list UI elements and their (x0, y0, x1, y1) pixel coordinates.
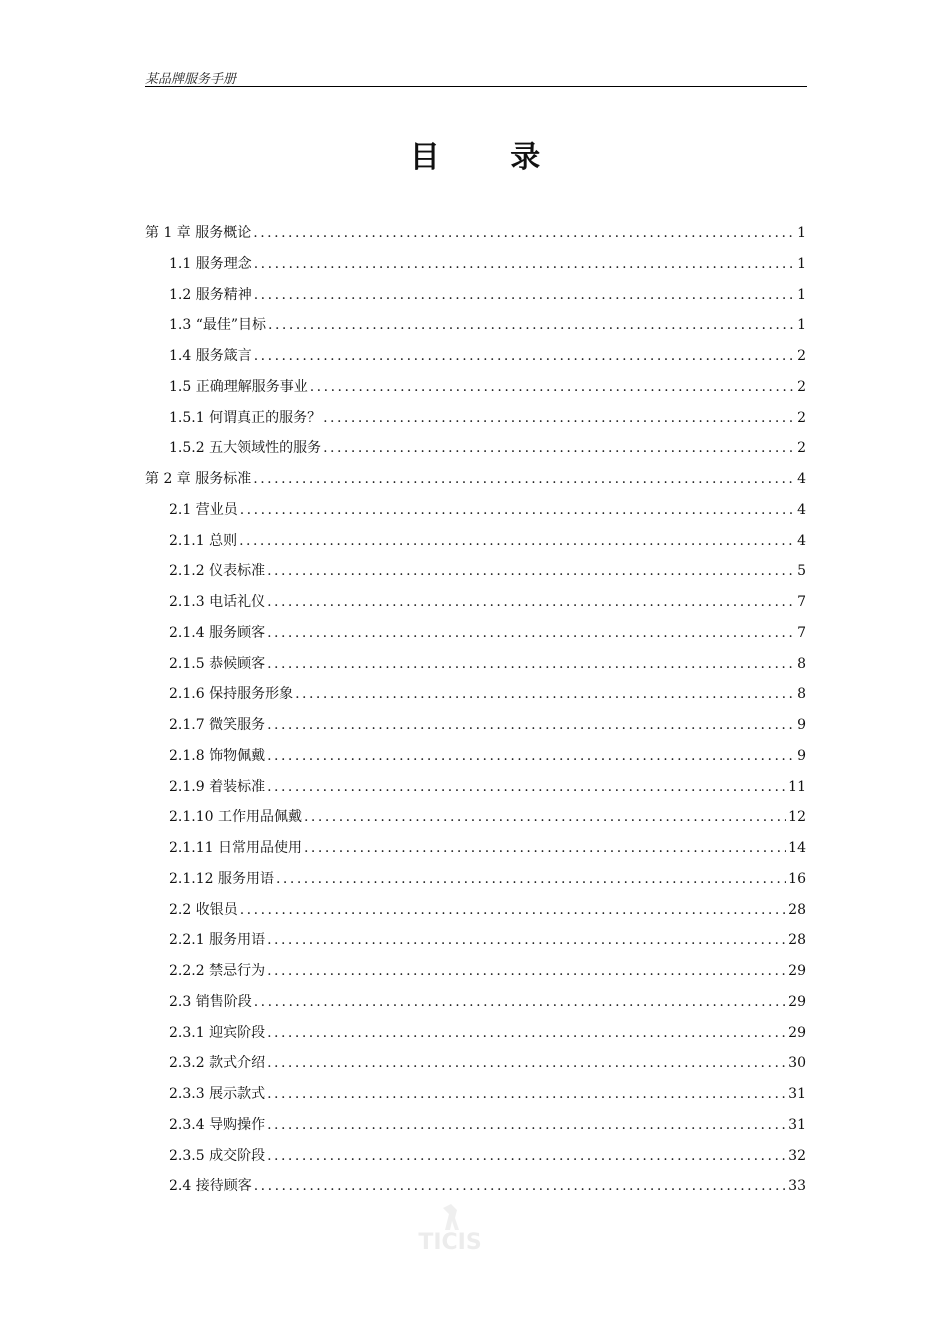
toc-dot-leader (267, 963, 786, 979)
header-title: 某品牌服务手册 (145, 72, 237, 87)
toc-entry-label: 1.5.2 五大领域性的服务 (169, 440, 322, 457)
toc-entry[interactable] (145, 407, 806, 438)
toc-entry-label: 2.1.7 微笑服务 (169, 717, 266, 733)
toc-entry-page-number: 2 (797, 348, 806, 364)
toc-dot-leader (267, 563, 795, 579)
toc-entry-label: 2.1.12 服务用语 (169, 870, 274, 887)
page-header (145, 66, 807, 87)
toc-entry-label: 2.1.2 仪表标准 (169, 563, 266, 580)
toc-dot-leader (295, 686, 795, 702)
toc-entry-page-number: 4 (797, 501, 806, 518)
toc-entry[interactable] (145, 622, 806, 653)
toc-dot-leader (267, 594, 795, 610)
toc-entry-label: 2.3.5 成交阶段 (169, 1147, 266, 1164)
toc-entry-page-number: 30 (788, 1055, 806, 1072)
toc-entry[interactable] (145, 376, 806, 407)
toc-entry-label: 第 2 章 服务标准 (145, 471, 252, 487)
toc-entry-page-number: 5 (797, 563, 806, 580)
toc-entry[interactable] (145, 776, 806, 807)
toc-entry-label: 2.3 销售阶段 (169, 993, 252, 1010)
toc-entry-label: 1.3 “最佳”目标 (169, 317, 267, 334)
toc-entry-page-number: 2 (797, 409, 806, 426)
page-title: 目 录 (409, 140, 571, 175)
toc-entry-page-number: 7 (797, 624, 806, 641)
toc-entry[interactable] (145, 960, 806, 991)
toc-entry-page-number: 28 (788, 932, 806, 949)
toc-entry-page-number: 4 (797, 471, 806, 487)
toc-entry[interactable] (145, 1114, 806, 1145)
toc-dot-leader (267, 932, 786, 948)
toc-entry-label: 1.4 服务箴言 (169, 348, 252, 364)
toc-dot-leader (254, 348, 795, 364)
toc-entry[interactable] (145, 1083, 806, 1114)
toc-dot-leader (267, 1086, 786, 1102)
toc-dot-leader (253, 471, 795, 487)
toc-entry[interactable] (145, 437, 806, 468)
toc-entry-page-number: 16 (788, 870, 806, 887)
toc-entry-label: 2.1 营业员 (169, 501, 238, 518)
toc-entry[interactable] (145, 591, 806, 622)
toc-dot-leader (254, 1178, 786, 1194)
toc-entry-label: 1.2 服务精神 (169, 286, 252, 303)
toc-entry-label: 2.1.10 工作用品佩戴 (169, 809, 302, 826)
toc-entry-page-number: 1 (797, 317, 806, 334)
toc-entry-page-number: 12 (788, 809, 806, 826)
toc-entry-label: 2.3.1 迎宾阶段 (169, 1024, 266, 1041)
toc-dot-leader (304, 840, 786, 856)
toc-entry[interactable] (145, 345, 806, 376)
toc-entry[interactable] (145, 868, 806, 899)
toc-entry[interactable] (145, 806, 806, 837)
toc-dot-leader (268, 317, 795, 333)
toc-entry[interactable] (145, 837, 806, 868)
toc-entry-page-number: 4 (797, 532, 806, 549)
toc-entry-label: 2.2.1 服务用语 (169, 932, 266, 949)
toc-entry-page-number: 31 (788, 1086, 806, 1102)
toc-entry-label: 第 1 章 服务概论 (145, 225, 252, 241)
toc-dot-leader (254, 287, 795, 303)
toc-entry-label: 2.1.8 饰物佩戴 (169, 747, 266, 764)
toc-entry-label: 2.3.2 款式介绍 (169, 1055, 266, 1072)
toc-entry-label: 2.1.9 着装标准 (169, 778, 266, 795)
toc-entry-page-number: 32 (788, 1147, 806, 1164)
toc-entry[interactable] (145, 1052, 806, 1083)
toc-entry[interactable] (145, 899, 806, 930)
toc-entry-label: 1.5 正确理解服务事业 (169, 378, 308, 395)
toc-entry-page-number: 31 (788, 1116, 806, 1133)
toc-dot-leader (304, 809, 786, 825)
toc-dot-leader (267, 1117, 786, 1133)
toc-entry[interactable] (145, 929, 806, 960)
toc-entry-page-number: 1 (797, 286, 806, 303)
toc-entry-page-number: 29 (788, 1024, 806, 1041)
toc-dot-leader (267, 1055, 786, 1071)
toc-entry-label: 2.1.5 恭候顾客 (169, 655, 266, 672)
toc-entry[interactable] (145, 1145, 806, 1176)
toc-entry-page-number: 14 (788, 840, 806, 856)
toc-dot-leader (310, 379, 795, 395)
toc-entry[interactable] (145, 991, 806, 1022)
toc-entry-label: 2.4 接待顾客 (169, 1178, 252, 1195)
toc-dot-leader (267, 779, 786, 795)
toc-entry[interactable] (145, 253, 806, 284)
toc-entry-page-number: 9 (797, 747, 806, 764)
toc-dot-leader (267, 625, 795, 641)
toc-dot-leader (267, 717, 795, 733)
toc-dot-leader (254, 256, 795, 272)
watermark-text: TICIS (418, 1230, 482, 1255)
toc-entry[interactable] (145, 560, 806, 591)
toc-entry-page-number: 1 (797, 225, 806, 241)
toc-entry-label: 2.1.1 总则 (169, 532, 238, 549)
toc-entry-page-number: 33 (788, 1178, 806, 1195)
toc-dot-leader (323, 440, 795, 456)
toc-dot-leader (323, 410, 795, 426)
toc-dot-leader (267, 748, 795, 764)
toc-entry[interactable] (145, 745, 806, 776)
toc-entry-label: 2.3.3 展示款式 (169, 1086, 266, 1102)
toc-entry[interactable] (145, 653, 806, 684)
toc-entry-page-number: 2 (797, 378, 806, 395)
toc-dot-leader (239, 533, 795, 549)
toc-entry-page-number: 11 (788, 778, 806, 795)
toc-entry[interactable] (145, 222, 806, 253)
toc-entry-page-number: 8 (797, 686, 806, 703)
toc-dot-leader (253, 225, 795, 241)
toc-entry[interactable] (145, 683, 806, 714)
toc-entry-label: 2.1.6 保持服务形象 (169, 686, 294, 703)
toc-entry-label: 2.3.4 导购操作 (169, 1116, 266, 1133)
toc-entry-page-number: 1 (797, 255, 806, 272)
toc-dot-leader (267, 656, 795, 672)
table-of-contents (145, 222, 806, 1206)
toc-entry[interactable] (145, 499, 806, 530)
toc-entry-label: 2.2.2 禁忌行为 (169, 963, 266, 979)
toc-entry-page-number: 9 (797, 717, 806, 733)
toc-entry-label: 1.1 服务理念 (169, 255, 252, 272)
toc-dot-leader (276, 871, 786, 887)
toc-entry-page-number: 2 (797, 440, 806, 457)
toc-dot-leader (267, 1025, 786, 1041)
toc-entry-page-number: 28 (788, 901, 806, 918)
watermark-logo (405, 1200, 495, 1275)
toc-entry[interactable] (145, 714, 806, 745)
toc-entry-page-number: 29 (788, 993, 806, 1010)
toc-entry-label: 2.1.11 日常用品使用 (169, 840, 302, 856)
toc-entry-label: 2.1.3 电话礼仪 (169, 594, 266, 610)
toc-dot-leader (254, 994, 786, 1010)
toc-entry[interactable] (145, 314, 806, 345)
toc-dot-leader (240, 502, 795, 518)
toc-dot-leader (240, 902, 786, 918)
toc-entry-page-number: 7 (797, 594, 806, 610)
toc-entry[interactable] (145, 284, 806, 315)
toc-entry[interactable] (145, 1022, 806, 1053)
toc-entry-label: 2.2 收银员 (169, 901, 238, 918)
toc-entry[interactable] (145, 530, 806, 561)
toc-entry-page-number: 8 (797, 655, 806, 672)
toc-dot-leader (267, 1148, 786, 1164)
toc-entry-label: 2.1.4 服务顾客 (169, 624, 266, 641)
toc-entry[interactable] (145, 468, 806, 499)
toc-entry-label: 1.5.1 何谓真正的服务？ (169, 409, 322, 426)
toc-entry-page-number: 29 (788, 963, 806, 979)
